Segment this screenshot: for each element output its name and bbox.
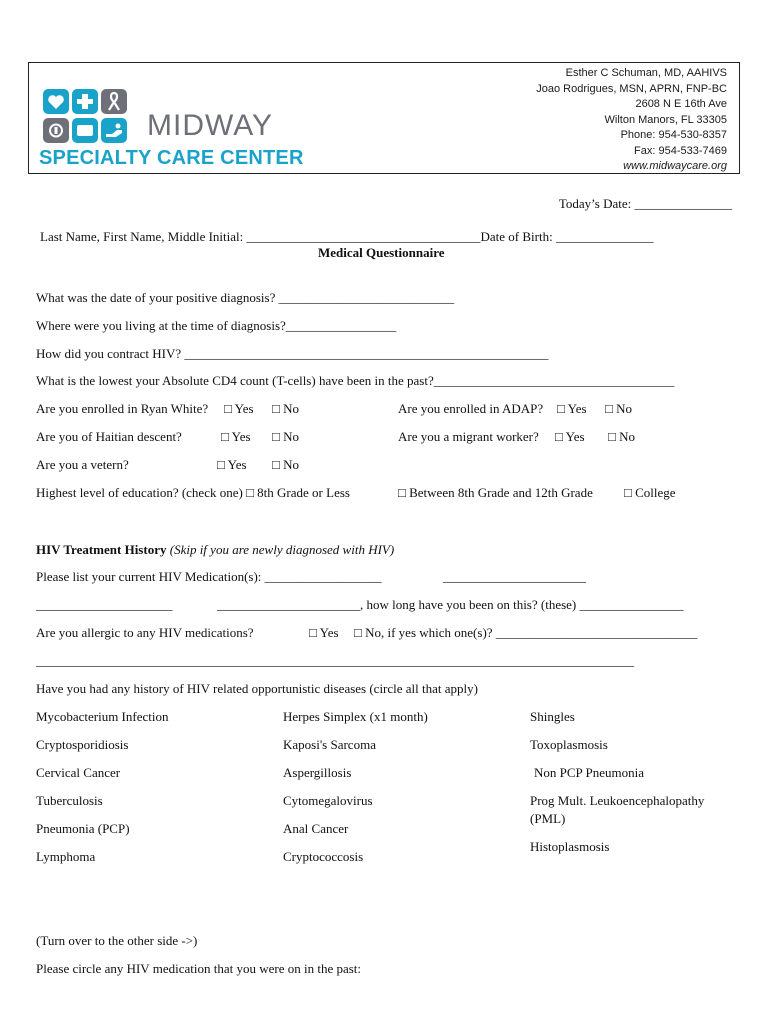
medical-icon: [43, 118, 69, 143]
haitian-no-checkbox[interactable]: □ No: [272, 429, 299, 444]
migrant-question: Are you a migrant worker?: [398, 429, 539, 444]
ryan-white-question: Are you enrolled in Ryan White?: [36, 401, 209, 416]
ryan-white-no-checkbox[interactable]: □ No: [272, 401, 299, 416]
turn-over-note: (Turn over to the other side ->): [36, 933, 198, 948]
plus-icon: [72, 89, 98, 114]
ribbon-icon: [101, 89, 127, 114]
veteran-yes-checkbox[interactable]: □ Yes: [217, 457, 247, 472]
disease-option[interactable]: Cytomegalovirus: [283, 793, 373, 808]
address-line: Fax: 954-533-7469: [634, 144, 727, 157]
disease-option[interactable]: Histoplasmosis: [530, 839, 610, 854]
card-icon: [72, 118, 98, 143]
veteran-question: Are you a vetern?: [36, 457, 129, 472]
adap-yes-checkbox[interactable]: □ Yes: [557, 401, 587, 416]
website-link[interactable]: www.midwaycare.org: [623, 160, 727, 172]
education-option-8th-12th[interactable]: □ Between 8th Grade and 12th Grade: [398, 485, 593, 500]
migrant-no-checkbox[interactable]: □ No: [608, 429, 635, 444]
current-meds-field-3[interactable]: _____________________: [36, 597, 173, 612]
form-title: Medical Questionnaire: [318, 245, 445, 260]
disease-option[interactable]: Prog Mult. Leukoencephalopathy: [530, 793, 705, 808]
allergy-question: Are you allergic to any HIV medications?: [36, 625, 254, 640]
logo-mark: [43, 89, 131, 145]
practice-address: [536, 66, 727, 175]
letterhead: [28, 62, 740, 174]
disease-option[interactable]: Shingles: [530, 709, 575, 724]
education-option-8th-grade[interactable]: Highest level of education? (check one) □ 8th Grade or Less: [36, 485, 350, 500]
disease-option[interactable]: Herpes Simplex (x1 month): [283, 709, 428, 724]
address-line: 2608 N E 16th Ave: [635, 98, 727, 110]
education-option-college[interactable]: □ College: [624, 485, 676, 500]
current-meds-field-2[interactable]: ______________________: [443, 569, 586, 584]
past-meds-question: Please circle any HIV medication that you were on in the past:: [36, 961, 362, 976]
heart-icon: [43, 89, 69, 114]
name-dob-field[interactable]: Last Name, First Name, Middle Initial: ____________________________________Date of Birth: _______________: [40, 229, 654, 244]
allergy-no-field[interactable]: □ No, if yes which one(s)? _______________________________: [354, 625, 698, 640]
current-meds-field[interactable]: Please list your current HIV Medication(s): __________________: [36, 569, 382, 584]
adap-no-checkbox[interactable]: □ No: [605, 401, 632, 416]
disease-option[interactable]: Non PCP Pneumonia: [534, 765, 645, 780]
diagnosis-location-field[interactable]: Where were you living at the time of diagnosis?_________________: [36, 318, 397, 333]
address-line: Phone: 954-530-8357: [620, 129, 727, 141]
disease-option[interactable]: Cryptosporidiosis: [36, 737, 129, 752]
address-line: Wilton Manors, FL 33305: [604, 113, 727, 126]
address-line: Joao Rodrigues, MSN, APRN, FNP-BC: [536, 82, 727, 95]
treatment-note: (Skip if you are newly diagnosed with HIV): [169, 542, 395, 557]
logo-subtitle: SPECIALTY CARE CENTER: [39, 147, 304, 169]
disease-option[interactable]: Tuberculosis: [36, 793, 103, 808]
contract-method-field[interactable]: How did you contract HIV? ________________________________________________________: [36, 346, 549, 361]
cd4-count-field[interactable]: What is the lowest your Absolute CD4 count (T-cells) have been in the past?_____________________________________: [36, 373, 675, 388]
migrant-yes-checkbox[interactable]: □ Yes: [555, 429, 585, 444]
allergy-yes-checkbox[interactable]: □ Yes: [309, 625, 339, 640]
disease-option[interactable]: Aspergillosis: [283, 765, 352, 780]
disease-option[interactable]: Pneumonia (PCP): [36, 821, 130, 836]
disease-option[interactable]: Toxoplasmosis: [530, 737, 608, 752]
disease-option[interactable]: Anal Cancer: [283, 821, 349, 836]
meds-duration-field[interactable]: ______________________, how long have you been on this? (these) ________________: [217, 597, 684, 612]
ryan-white-yes-checkbox[interactable]: □ Yes: [224, 401, 254, 416]
logo-name: MIDWAY: [147, 109, 273, 142]
todays-date-field[interactable]: Today’s Date: _______________: [558, 196, 732, 211]
disease-option[interactable]: Mycobacterium Infection: [36, 709, 169, 724]
disease-option[interactable]: Kaposi's Sarcoma: [283, 737, 376, 752]
disease-option[interactable]: Cryptococcosis: [283, 849, 364, 864]
oi-question: Have you had any history of HIV related opportunistic diseases (circle all that apply): [36, 681, 478, 696]
treatment-heading-text: HIV Treatment History: [36, 542, 167, 557]
haitian-yes-checkbox[interactable]: □ Yes: [221, 429, 251, 444]
treatment-heading: [36, 542, 394, 558]
hand-icon: [101, 118, 127, 143]
adap-question: Are you enrolled in ADAP?: [398, 401, 544, 416]
disease-option-continued[interactable]: (PML): [530, 811, 566, 826]
disease-option[interactable]: Lymphoma: [36, 849, 96, 864]
haitian-question: Are you of Haitian descent?: [36, 429, 182, 444]
veteran-no-checkbox[interactable]: □ No: [272, 457, 299, 472]
diagnosis-date-field[interactable]: What was the date of your positive diagnosis? ___________________________: [36, 290, 455, 305]
disease-option[interactable]: Cervical Cancer: [36, 765, 121, 780]
address-line: Esther C Schuman, MD, AAHIVS: [565, 67, 727, 79]
allergy-details-field[interactable]: ____________________________________________________________________________________________: [36, 653, 634, 668]
